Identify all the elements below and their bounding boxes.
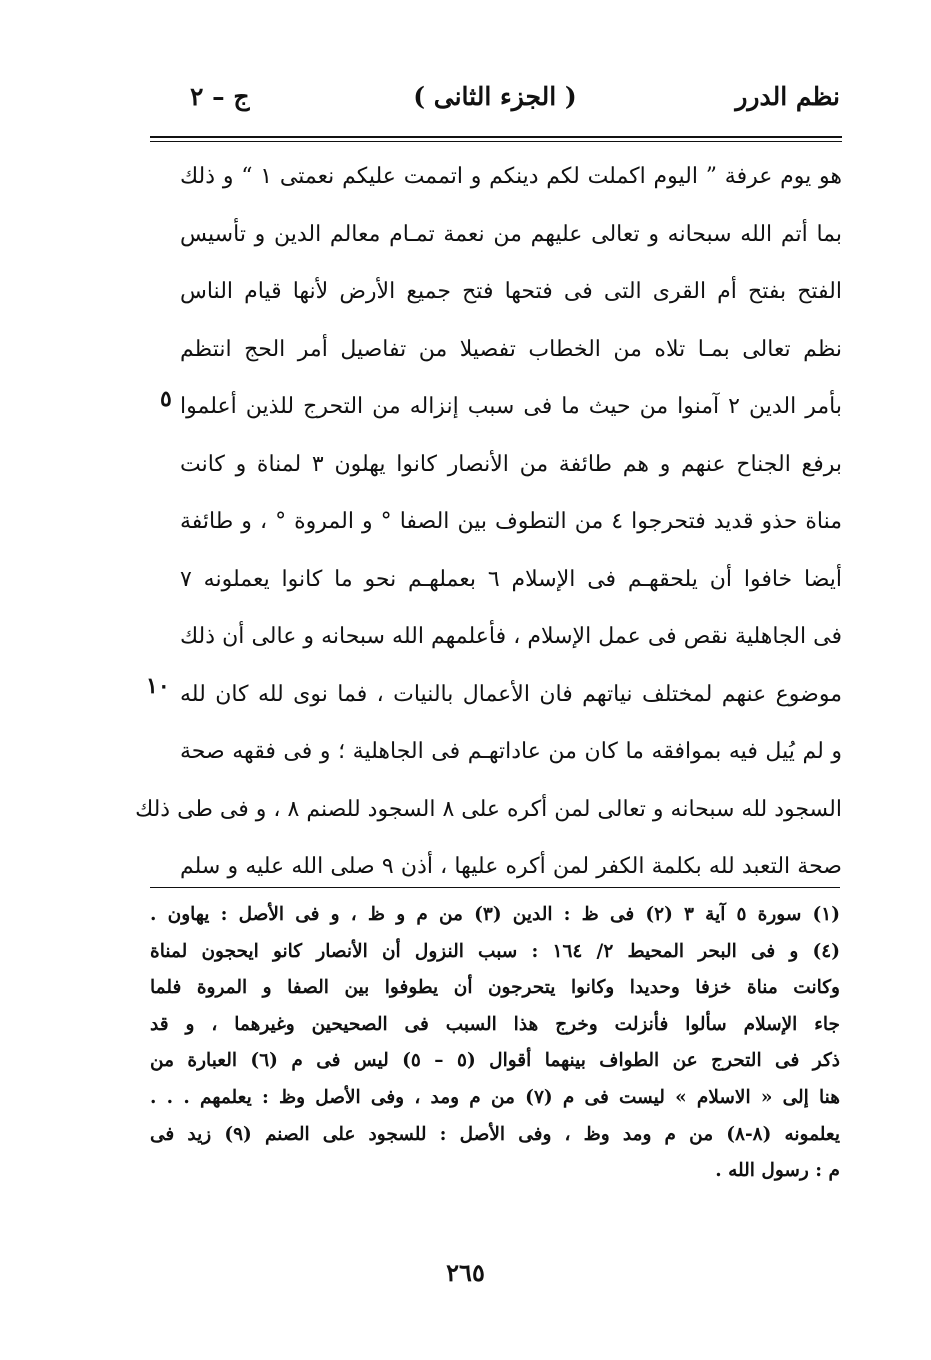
text-line: موضوع عنهم لمختلف نياتهم فان الأعمال بالنيات ، فما نوى لله كان لله: [180, 681, 842, 707]
text-line: بأمر الدين ٢ آمنوا من حيث ما فى سبب إنزاله من التحرج للذين أعلموا: [180, 394, 843, 419]
text-line: صحة التعبد لله بكلمة الكفر لمن أكره عليها ، أذن ٩ صلى الله عليه و سلم: [180, 854, 842, 879]
text-line: نظم تعالى بمـا تلاه من الخطاب تفصيلا من تفاصيل أمر الحج انتظم: [180, 336, 842, 362]
footnote-line: م : رسول الله .: [715, 1160, 840, 1182]
page-number: ٢٦٥: [446, 1258, 485, 1287]
line-number-10: ١٠: [146, 673, 170, 699]
line-number-5: ٥: [160, 386, 172, 412]
text-line: برفع الجناح عنهم و هم طائفة من الأنصار كانوا يهلون ٣ لمناة و كانت: [180, 451, 843, 477]
header-rule-thin: [150, 141, 842, 142]
text-line: أيضا خافوا أن يلحقهـم فى الإسلام ٦ بعملهـم نحو ما كانوا يعملونه ٧: [180, 566, 843, 592]
footnotes: [150, 897, 840, 1190]
text-line: فى الجاهلية نقص فى عمل الإسلام ، فأعلمهم الله سبحانه و عالى أن ذلك: [180, 624, 843, 649]
book-title: نظم الدرر: [735, 82, 840, 111]
footnote-separator: [150, 887, 840, 888]
footnote-line: (٤) و فى البحر المحيط ٢/ ١٦٤ : سبب النزول أن الأنصار كانو ايحجون لمناة: [150, 940, 840, 962]
footnote-line: وكانت مناة خزفا وحديدا وكانوا يتحرجون أن يطوفوا بين الصفا و المروة فلما: [150, 977, 840, 999]
footnote-line: هنا إلى « الاسلام » ليست فى م (٧) من م ومد ، وفى الأصل وظ : يعلمهم . . .: [150, 1086, 840, 1108]
footnote-line: يعلمونه (٨-٨) من م ومد وظ ، وفى الأصل : للسجود على الصنم (٩) زيد فى: [150, 1123, 840, 1145]
footnote-line: (١) سورة ٥ آية ٣ (٢) فى ظ : الدين (٣) من م و ظ ، و فى الأصل : يهاون .: [150, 904, 840, 925]
text-line: السجود لله سبحانه و تعالى لمن أكره على ٨ السجود للصنم ٨ ، و فى طى ذلك: [135, 796, 842, 822]
text-line: مناة حذو قديد فتحرجوا ٤ من التطوف بين الصفا ° و المروة ° ، و طائفة: [180, 509, 842, 534]
header-rule-thick: [150, 136, 842, 138]
text-line: بما أتم الله سبحانه و تعالى عليهم من نعمة تمـام معالم الدين و تأسيس: [180, 221, 842, 247]
text-line: و لم يُيل فيه بموافقه ما كان من عاداتهـم فى الجاهلية ؛ و فى فقهه صحة: [180, 739, 842, 764]
volume-label: ج – ٢: [190, 82, 250, 111]
footnote-line: جاء الإسلام سألوا فأنزلت وخرج هذا السبب فى الصحيحين وغيرهما ، و قد: [150, 1013, 840, 1035]
text-line: الفتح بفتح أم القرى التى فى فتحها فتح جميع الأرض لأنها قيام الناس: [180, 279, 842, 304]
footnote-line: ذكر فى التحرج عن الطواف بينهما أقوال (٥ – ٥) ليس فى م (٦) العبارة من: [150, 1050, 840, 1072]
part-title: ( الجزء الثانى ): [413, 82, 577, 111]
text-line: هو يوم عرفة ” اليوم اكملت لكم دينكم و اتممت عليكم نعمتى ١ “ و ذلك: [180, 164, 842, 189]
page-header: [150, 82, 840, 126]
